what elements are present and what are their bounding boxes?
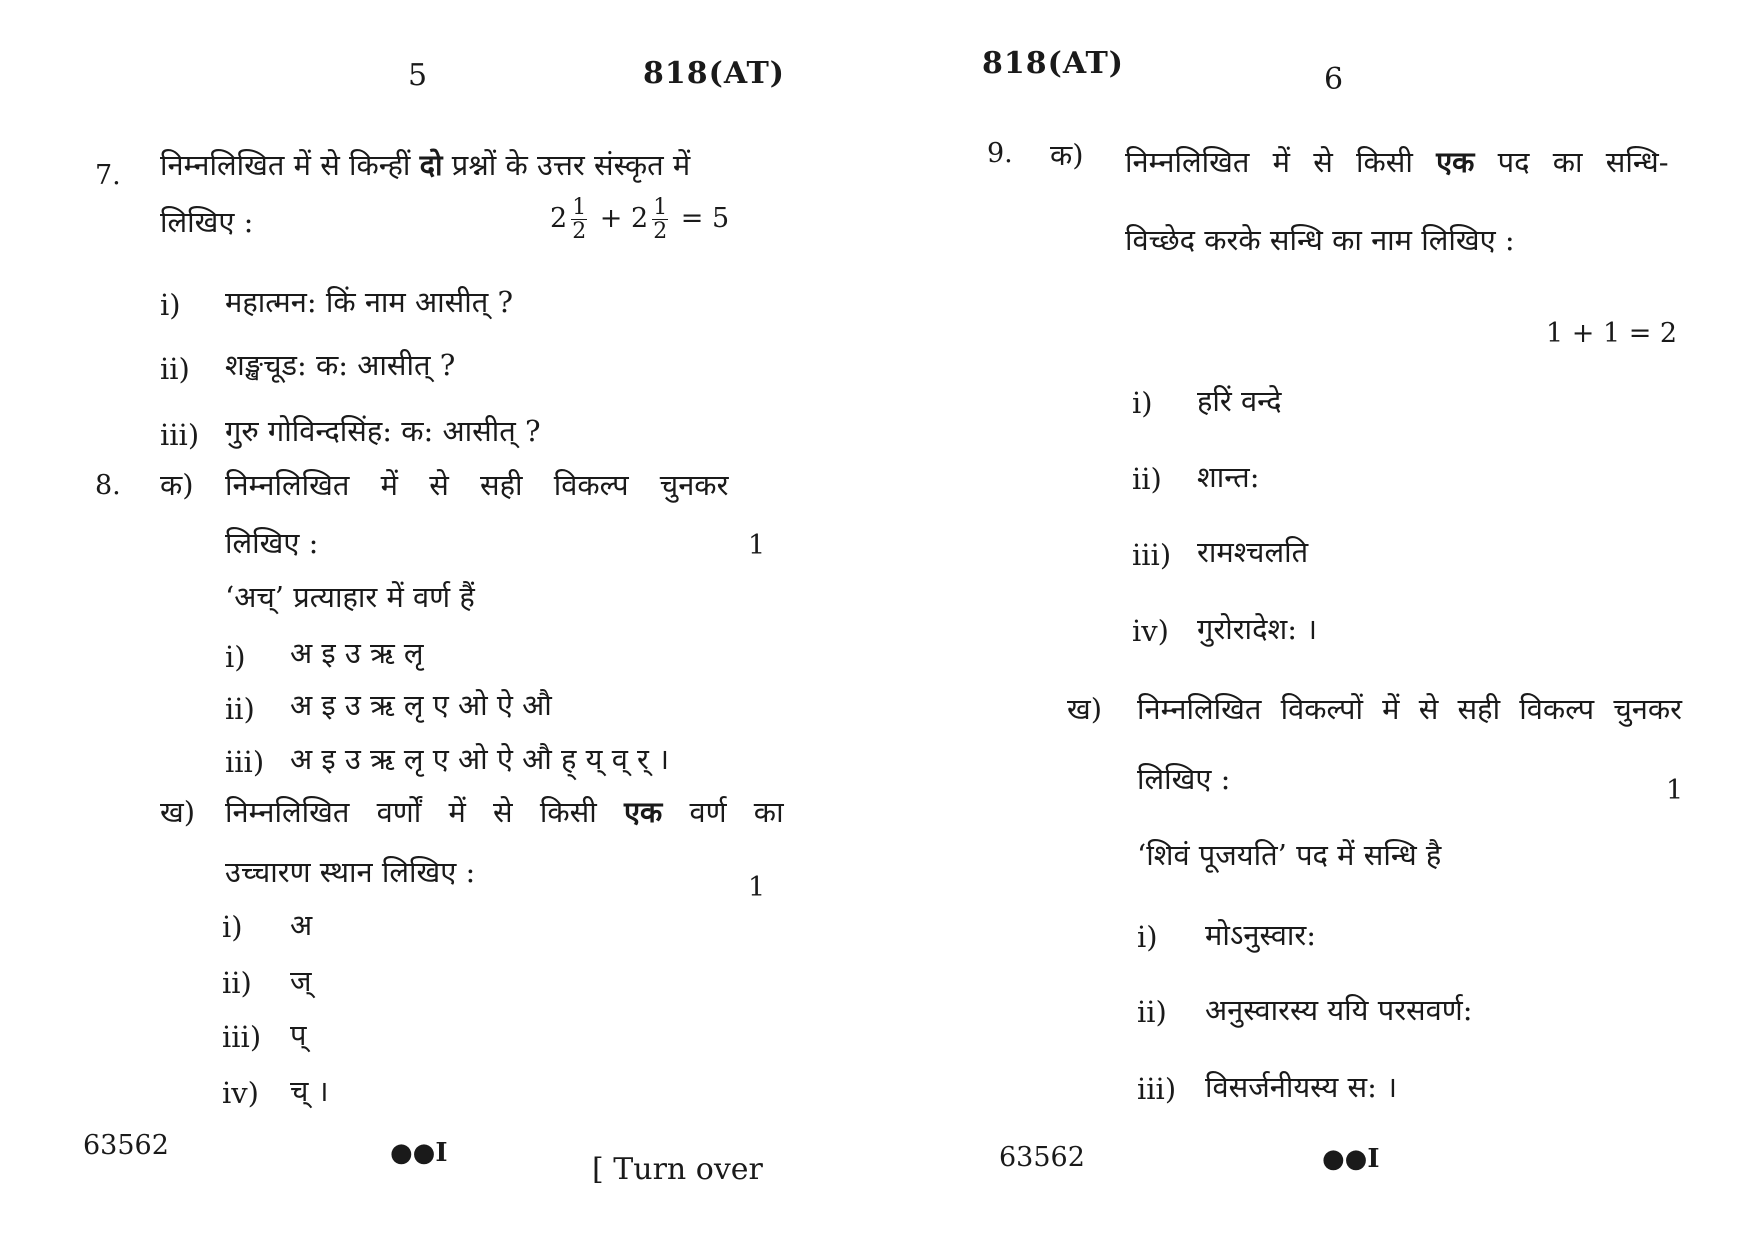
right-page <box>877 0 1754 1241</box>
marks: 2 $\frac{1}{2}$ + 2 $\frac{1}{2}$ = 5 <box>550 195 730 245</box>
question-text-line2: लिखिए : <box>225 526 319 560</box>
question-text: निम्नलिखित में से किसी एक पद का सन्धि- <box>1125 145 1669 179</box>
question-number: 9. <box>987 138 1013 169</box>
option-label: i) <box>1137 920 1158 954</box>
option-label: ii) <box>222 966 252 1000</box>
option-label: ii) <box>225 692 255 726</box>
footer-mark: ●●I <box>390 1138 448 1168</box>
option-label: ii) <box>160 352 190 386</box>
question-text-line2: उच्चारण स्थान लिखिए : <box>225 855 476 889</box>
option-text: अ <box>290 908 313 942</box>
option-text: शङ्खचूड: क: आसीत् ? <box>225 348 456 382</box>
question-text: निम्नलिखित में से सही विकल्प चुनकर <box>225 468 729 502</box>
option-label: iii) <box>1137 1072 1177 1106</box>
option-label: i) <box>160 288 181 322</box>
marks: 1 + 1 = 2 <box>1546 318 1678 349</box>
option-label: iii) <box>160 418 200 452</box>
paper-code: 818(AT) <box>982 46 1124 81</box>
fraction: $\frac{1}{2}$ <box>653 195 668 245</box>
option-label: i) <box>222 910 243 944</box>
question-text-line2: लिखिए : <box>1137 762 1231 796</box>
option-label: i) <box>225 640 246 674</box>
option-label: iii) <box>222 1020 262 1054</box>
footer-code: 63562 <box>83 1130 169 1161</box>
option-label: ii) <box>1132 462 1162 496</box>
option-text: अ इ उ ऋ लृ ए ओ ऐ औ ह् य् व् र् । <box>290 742 670 776</box>
footer-mark: ●●I <box>1322 1144 1380 1174</box>
option-text: विसर्जनीयस्य स: । <box>1205 1070 1398 1104</box>
option-label: iv) <box>222 1076 259 1110</box>
question-text-line2: लिखिए : <box>160 205 254 239</box>
marks: 1 <box>748 872 766 903</box>
option-text: हरिं वन्दे <box>1197 384 1282 418</box>
prompt-text: ‘अच्’ प्रत्याहार में वर्ण हैं <box>225 580 475 614</box>
option-label: ii) <box>1137 995 1167 1029</box>
question-text: निम्नलिखित विकल्पों में से सही विकल्प चुनकर <box>1137 692 1682 726</box>
option-text: रामश्चलति <box>1197 535 1309 569</box>
page-number: 6 <box>1324 62 1344 97</box>
option-text: गुरोरादेश: । <box>1197 612 1318 646</box>
question-text: निम्नलिखित में से किन्हीं दो प्रश्नों के उत्तर संस्कृत में <box>160 148 691 182</box>
option-text: शान्त: <box>1197 460 1260 494</box>
option-label: i) <box>1132 386 1153 420</box>
paper-code: 818(AT) <box>643 56 785 91</box>
prompt-text: ‘शिवं पूजयति’ पद में सन्धि है <box>1137 838 1442 872</box>
option-label: iii) <box>1132 538 1172 572</box>
option-text: अ इ उ ऋ लृ <box>290 636 424 670</box>
question-number: 7. <box>95 160 121 191</box>
sub-question-label: ख) <box>1067 692 1103 726</box>
page-number: 5 <box>408 58 428 93</box>
footer-code: 63562 <box>999 1142 1085 1173</box>
option-text: प् <box>290 1018 307 1052</box>
sub-question-label: क) <box>160 468 194 502</box>
option-text: गुरु गोविन्दसिंह: क: आसीत् ? <box>225 414 541 448</box>
option-label: iii) <box>225 745 265 779</box>
option-text: च् । <box>290 1074 329 1108</box>
option-text: ज् <box>290 964 312 998</box>
question-text: निम्नलिखित वर्णों में से किसी एक वर्ण का <box>225 795 784 829</box>
turn-over-note: [ Turn over <box>592 1152 763 1187</box>
option-label: iv) <box>1132 614 1169 648</box>
question-number: 8. <box>95 470 121 501</box>
marks: 1 <box>1666 775 1684 806</box>
sub-question-label: क) <box>1050 138 1084 172</box>
option-text: अनुस्वारस्य ययि परसवर्ण: <box>1205 993 1473 1027</box>
option-text: अ इ उ ऋ लृ ए ओ ऐ औ <box>290 688 552 722</box>
option-text: मोऽनुस्वार: <box>1205 918 1317 952</box>
fraction: $\frac{1}{2}$ <box>572 195 587 245</box>
sub-question-label: ख) <box>160 795 196 829</box>
option-text: महात्मन: किं नाम आसीत् ? <box>225 285 514 319</box>
question-text-line2: विच्छेद करके सन्धि का नाम लिखिए : <box>1125 223 1515 257</box>
marks: 1 <box>748 530 766 561</box>
